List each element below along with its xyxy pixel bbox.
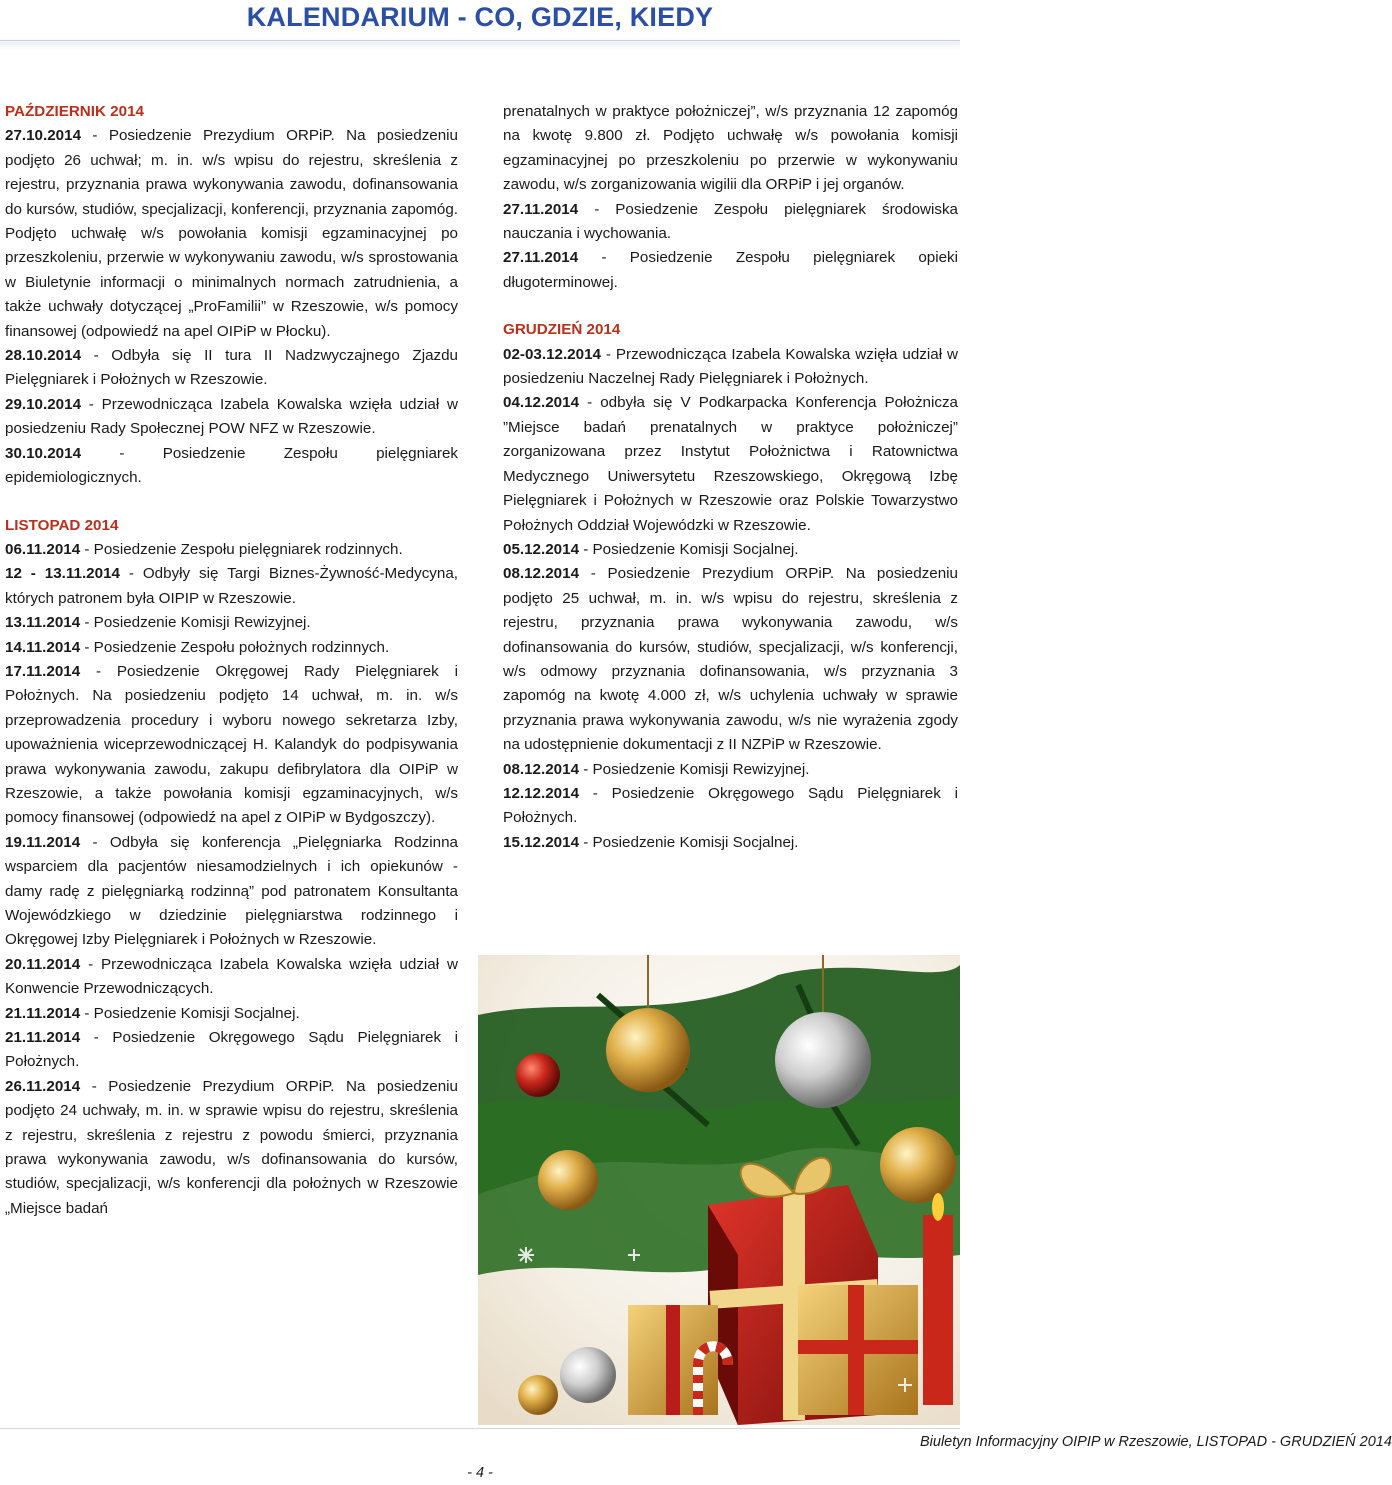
calendar-entry — [5, 538, 458, 562]
entry-text: - Odbyły się Targi Biznes-Żywność-Medycyna, których patronem była OIPIP w Rzeszowie. — [5, 565, 458, 607]
page-number: - 4 - — [467, 1465, 493, 1481]
entry-text: - Posiedzenie Zespołu pielęgniarek opieki długoterminowej. — [503, 249, 958, 291]
section-heading-december: GRUDZIEŃ 2014 — [503, 321, 621, 339]
entry-date: 14.11.2014 — [5, 638, 81, 656]
calendar-entry — [5, 611, 458, 635]
entry-date: 08.12.2014 — [503, 565, 580, 583]
calendar-entry — [5, 660, 458, 831]
calendar-entry — [503, 538, 958, 562]
entry-date: 04.12.2014 — [503, 394, 580, 412]
silver-bauble-icon — [560, 1347, 616, 1403]
calendar-entry — [503, 831, 958, 855]
entry-date: 26.11.2014 — [5, 1077, 81, 1095]
entry-text: - odbyła się V Podkarpacka Konferencja Położnicza ”Miejsce badań prenatalnych w praktyce położniczej” zorganizowana przez Instytut Położnictwa i Ratownictwa Medycznego Uniwersytetu Rzeszowskiego, Okręgową Izbę Pielęgniarek i Położnych w Rzeszowie oraz Polskie Towarzystwo Położnych Oddział Wojewódzki w Rzeszowie. — [503, 394, 958, 534]
section-heading-october: PAŹDZIERNIK 2014 — [5, 103, 144, 120]
left-column — [5, 100, 458, 1221]
gold-bauble-icon — [880, 1127, 956, 1203]
footer-publication-name — [470, 1431, 1392, 1453]
entry-text: - Odbyła się II tura II Nadzwyczajnego Zjazdu Pielęgniarek i Położnych w Rzeszowie. — [5, 347, 458, 389]
entry-text: - Posiedzenie Okręgowej Rady Pielęgniarek i Położnych. Na posiedzeniu podjęto 14 uchwał, m. in. w/s przeprowadzenia procedury i wyboru nowego sekretarza Izby, upoważnienia wiceprzewodniczącej H. Kalandyk do podpisywania prawa wykonywania zawodu, zakupu defibrylatora dla OIPiP w Rzeszowie, a także powołania komisji egzaminacyjnych, w/s pomocy finansowej (odpowiedź na apel z OIPiP w Bydgoszczy). — [5, 662, 458, 827]
calendar-entry — [5, 124, 458, 344]
entry-date: 28.10.2014 — [5, 347, 82, 365]
section-heading-november: LISTOPAD 2014 — [5, 516, 119, 534]
entry-date: 21.11.2014 — [5, 1004, 81, 1022]
entry-text: - Posiedzenie Okręgowego Sądu Pielęgniarek i Położnych. — [503, 784, 958, 827]
entry-date: 12.12.2014 — [503, 784, 580, 802]
entry-date: 06.11.2014 — [5, 540, 81, 558]
entry-date: 19.11.2014 — [5, 833, 81, 851]
entry-text: - Posiedzenie Zespołu położnych rodzinnych. — [80, 638, 390, 656]
entry-date: 20.11.2014 — [5, 955, 81, 973]
entry-text: - Przewodnicząca Izabela Kowalska wzięła udział w posiedzeniu Naczelnej Rady Pielęgniarek i Położnych. — [503, 345, 958, 388]
calendar-entry — [5, 953, 458, 1002]
entry-text: - Posiedzenie Prezydium ORPiP. Na posiedzeniu podjęto 24 uchwały, m. in. w sprawie wpisu do rejestru, skreślenia z rejestru, skreślenia z rejestru z powodu śmierci, przyznania prawa wykonywania zawodu, w/s dofinansowania do kursów, studiów, specjalizacji, w/s konferencji dla położnych w Rzeszowie „Miejsce badań — [5, 1077, 458, 1217]
entry-date: 02-03.12.2014 — [503, 345, 601, 363]
entry-date: 17.11.2014 — [5, 662, 81, 680]
continued-entry-text: prenatalnych w praktyce położniczej”, w/s przyznania 12 zapomóg na kwotę 9.800 zł. Podjęto uchwałę w/s powołania komisji egzaminacyjnej po przeszkoleniu po przerwie w wykonywaniu zawodu, w/s zorganizowania wigilii dla ORPiP i jej organów. — [503, 103, 958, 194]
entry-text: - Przewodnicząca Izabela Kowalska wzięła udział w posiedzeniu Rady Społecznej POW NFZ w Rzeszowie. — [5, 395, 458, 438]
calendar-entry — [503, 246, 958, 295]
entry-text: - Posiedzenie Komisji Rewizyjnej. — [579, 760, 810, 778]
silver-bauble-icon — [775, 1012, 871, 1108]
entry-text: - Posiedzenie Komisji Socjalnej. — [579, 833, 799, 851]
gift-box-icon — [628, 1305, 718, 1415]
footer-text: Biuletyn Informacyjny OIPIP w Rzeszowie, LISTOPAD - GRUDZIEŃ 2014 — [920, 1434, 1392, 1450]
calendar-entry — [503, 391, 958, 537]
entry-date: 29.10.2014 — [5, 395, 82, 413]
christmas-illustration — [478, 955, 960, 1425]
entry-text: - Posiedzenie Komisji Rewizyjnej. — [80, 614, 311, 632]
gold-bauble-icon — [606, 1008, 690, 1092]
entry-text: - Posiedzenie Prezydium ORPiP. Na posiedzeniu podjęto 26 uchwał; m. in. w/s wpisu do rejestru, skreślenia z rejestru, przyznania prawa wykonywania zawodu, dofinansowania do kursów, studiów, specjalizacji, konferencji, przyznania zapomóg. Podjęto uchwałę w/s powołania komisji egzaminacyjnej po przeszkoleniu, przerwie w wykonywaniu zawodu, w/s sprostowania w Biuletynie informacji o minimalnych normach zatrudnienia, a także uchwały dotyczącej „ProFamilii” w Rzeszowie, w/s pomocy finansowej (odpowiedź na apel OIPiP w Płocku). — [5, 127, 458, 340]
gold-bauble-icon — [518, 1375, 558, 1415]
right-column — [503, 100, 958, 855]
footer-divider — [0, 1428, 960, 1429]
entry-date: 15.12.2014 — [503, 833, 580, 851]
entry-text: - Przewodnicząca Izabela Kowalska wzięła udział w Konwencie Przewodniczących. — [5, 955, 458, 998]
entry-text: - Posiedzenie Prezydium ORPiP. Na posiedzeniu podjęto 25 uchwał, m. in. w/s wpisu do rejestru, skreślenia z rejestru, przyznania prawa wykonywania zawodu, w/s dofinansowania do kursów, studiów, specjalizacji, w/s konferencji, w/s odmowy przyznania dofinansowania, w/s przyznania 3 zapomóg na kwotę 4.000 zł, w/s uchylenia uchwały w sprawie przyznania prawa wykonywania zawodu, w/s nie wyrażenia zgody na udostępnienie dokumentacji z II NZPiP w Rzeszowie. — [503, 565, 958, 754]
calendar-entry — [503, 198, 958, 247]
calendar-entry — [5, 393, 458, 442]
entry-text: - Posiedzenie Zespołu pielęgniarek epidemiologicznych. — [5, 444, 458, 487]
entry-date: 30.10.2014 — [5, 444, 82, 462]
entry-date: 27.11.2014 — [503, 249, 579, 267]
calendar-entry — [5, 1026, 458, 1075]
entry-text: - Posiedzenie Okręgowego Sądu Pielęgniarek i Położnych. — [5, 1029, 458, 1071]
calendar-entry — [503, 562, 958, 757]
calendar-entry — [503, 343, 958, 392]
entry-date: 13.11.2014 — [5, 614, 81, 632]
entry-text: - Odbyła się konferencja „Pielęgniarka Rodzinna wsparciem dla pacjentów niesamodzielnych i ich opiekunów - damy radę z pielęgniarką rodzinną” pod patronatem Konsultanta Wojewódzkiego w dziedzinie pielęgniarstwa rodzinnego i Okręgowej Izby Pielęgniarek i Położnych w Rzeszowie. — [5, 833, 458, 949]
gold-bauble-icon — [538, 1150, 598, 1210]
calendar-entry — [5, 562, 458, 611]
page-title: KALENDARIUM - CO, GDZIE, KIEDY — [246, 2, 714, 32]
entry-date: 12 - 13.11.2014 — [5, 565, 120, 583]
calendar-entry — [5, 344, 458, 393]
entry-date: 27.10.2014 — [5, 127, 82, 145]
entry-date: 21.11.2014 — [5, 1029, 81, 1047]
entry-date: 27.11.2014 — [503, 200, 579, 218]
entry-date: 08.12.2014 — [503, 760, 580, 778]
calendar-entry — [503, 782, 958, 831]
entry-text: - Posiedzenie Komisji Socjalnej. — [579, 540, 799, 558]
calendar-entry — [5, 442, 458, 491]
calendar-entry — [5, 831, 458, 953]
candle-icon — [923, 1215, 953, 1405]
red-bauble-icon — [516, 1053, 560, 1097]
calendar-entry — [5, 636, 458, 660]
calendar-entry — [5, 1075, 458, 1221]
gift-box-icon — [798, 1285, 918, 1415]
header-divider — [0, 38, 960, 50]
entry-text: - Posiedzenie Zespołu pielęgniarek środowiska nauczania i wychowania. — [503, 200, 958, 243]
calendar-entry — [5, 1002, 458, 1026]
entry-text: - Posiedzenie Zespołu pielęgniarek rodzinnych. — [80, 540, 403, 558]
entry-text: - Posiedzenie Komisji Socjalnej. — [80, 1004, 300, 1022]
entry-date: 05.12.2014 — [503, 540, 580, 558]
calendar-entry — [503, 758, 958, 782]
